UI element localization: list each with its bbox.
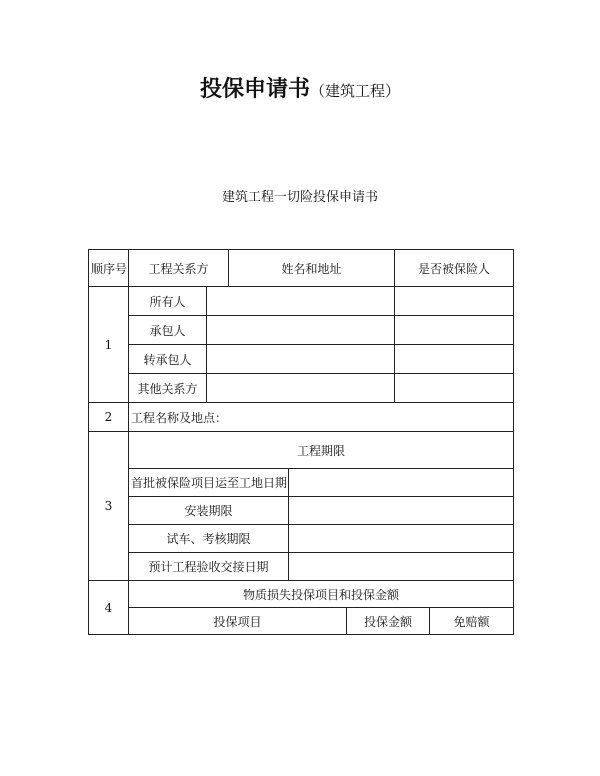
header-row [89, 250, 514, 287]
col-header-name-address: 姓名和地址 [229, 250, 395, 287]
subcontractor-name-address-cell[interactable] [207, 345, 395, 374]
subcontractor-insured-cell[interactable] [395, 345, 514, 374]
period-row-acceptance [89, 553, 514, 581]
period-row-installation [89, 497, 514, 525]
material-loss-header: 物质损失投保项目和投保金额 [129, 581, 514, 608]
col-header-seq: 顺序号 [89, 250, 129, 287]
party-label-other: 其他关系方 [129, 374, 207, 403]
period-row-testing [89, 525, 514, 553]
period-header-row [89, 432, 514, 469]
application-form-table [88, 249, 514, 635]
period-row-first-delivery [89, 469, 514, 497]
first-delivery-date-cell[interactable] [289, 469, 514, 497]
col-deductible: 免赔额 [430, 608, 514, 635]
title-main: 投保申请书 [199, 77, 310, 102]
col-header-party: 工程关系方 [129, 250, 229, 287]
party-label-subcontractor: 转承包人 [129, 345, 207, 374]
document-title [0, 72, 600, 103]
other-name-address-cell[interactable] [207, 374, 395, 403]
form-title: 建筑工程一切险投保申请书 [221, 190, 378, 205]
col-insured-item: 投保项目 [129, 608, 347, 635]
period-label-testing: 试车、考核期限 [129, 525, 289, 553]
acceptance-date-cell[interactable] [289, 553, 514, 581]
material-loss-header-row [89, 581, 514, 608]
section3-number: 3 [89, 432, 129, 581]
party-row-other [89, 374, 514, 403]
section1-number: 1 [89, 287, 129, 403]
owner-name-address-cell[interactable] [207, 287, 395, 316]
period-label-installation: 安装期限 [129, 497, 289, 525]
party-row-owner [89, 287, 514, 316]
section2-number: 2 [89, 403, 129, 432]
project-name-row [89, 403, 514, 432]
project-name-location-field[interactable]: 工程名称及地点： [129, 403, 514, 432]
material-loss-columns-row [89, 608, 514, 635]
contractor-insured-cell[interactable] [395, 316, 514, 345]
contractor-name-address-cell[interactable] [207, 316, 395, 345]
period-header: 工程期限 [129, 432, 514, 469]
period-label-first-delivery: 首批被保险项目运至工地日期 [129, 469, 289, 497]
party-row-subcontractor [89, 345, 514, 374]
col-insured-amount: 投保金额 [347, 608, 430, 635]
party-label-contractor: 承包人 [129, 316, 207, 345]
col-header-insured: 是否被保险人 [395, 250, 514, 287]
other-insured-cell[interactable] [395, 374, 514, 403]
testing-period-cell[interactable] [289, 525, 514, 553]
section4-number: 4 [89, 581, 129, 635]
installation-period-cell[interactable] [289, 497, 514, 525]
party-row-contractor [89, 316, 514, 345]
period-label-acceptance: 预计工程验收交接日期 [129, 553, 289, 581]
title-subtitle: （建筑工程） [310, 82, 401, 100]
party-label-owner: 所有人 [129, 287, 207, 316]
owner-insured-cell[interactable] [395, 287, 514, 316]
